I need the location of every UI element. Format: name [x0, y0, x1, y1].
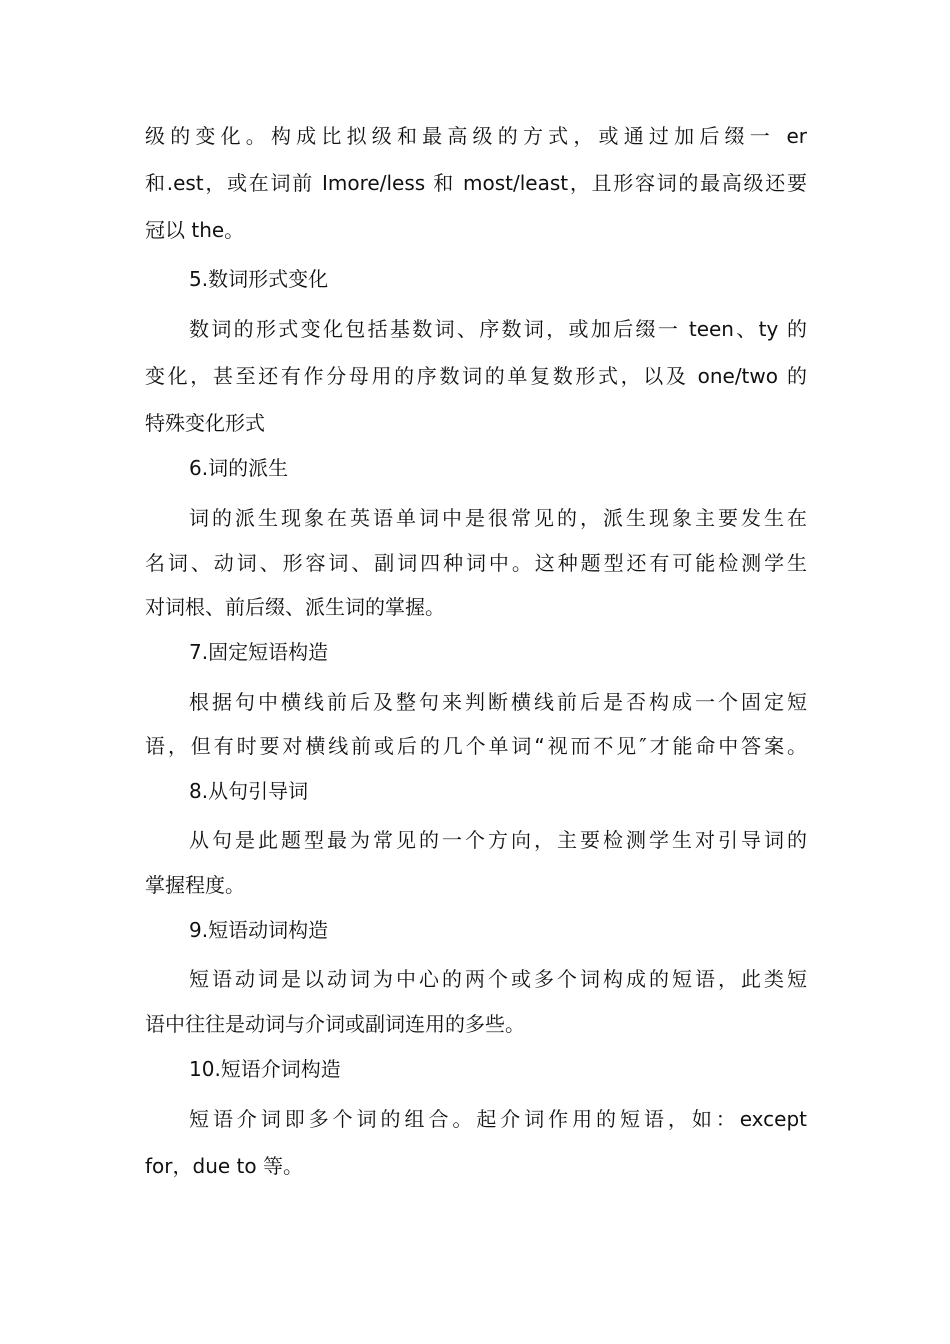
paragraph-line: 语中往往是动词与介词或副词连用的多些。 [145, 1012, 525, 1036]
paragraph-line: 级的变化。构成比拟级和最高级的方式，或通过加后缀一 er [145, 124, 807, 148]
section-heading: 10.短语介词构造 [189, 1057, 341, 1081]
paragraph-line: 语，但有时要对横线前或后的几个单词“视而不见″才能命中答案。 [145, 734, 807, 758]
paragraph-line: 和.est，或在词前 Imore/less 和 most/least，且形容词的最高级还要 [145, 171, 807, 195]
section-heading: 6.词的派生 [189, 456, 289, 480]
paragraph-line: 冠以 the。 [145, 218, 245, 242]
section-heading: 5.数词形式变化 [189, 267, 329, 291]
paragraph-line: 根据句中横线前后及整句来判断横线前后是否构成一个固定短 [189, 690, 807, 714]
paragraph-line: 变化，甚至还有作分母用的序数词的单复数形式，以及 one/two 的 [145, 364, 807, 388]
paragraph-line: 对词根、前后缀、派生词的掌握。 [145, 595, 445, 619]
section-heading: 7.固定短语构造 [189, 640, 329, 664]
paragraph-line: 特殊变化形式 [145, 411, 265, 435]
paragraph-line: 数词的形式变化包括基数词、序数词，或加后缀一 teen、ty 的 [189, 317, 807, 341]
section-heading: 8.从句引导词 [189, 779, 309, 803]
paragraph-line: 从句是此题型最为常见的一个方向，主要检测学生对引导词的 [189, 828, 807, 852]
section-heading: 9.短语动词构造 [189, 918, 329, 942]
paragraph-line: 名词、动词、形容词、副词四种词中。这种题型还有可能检测学生 [145, 551, 807, 575]
paragraph-line: 短语介词即多个词的组合。起介词作用的短语，如：except [189, 1107, 807, 1131]
paragraph-line: 短语动词是以动词为中心的两个或多个词构成的短语，此类短 [189, 967, 807, 991]
paragraph-line: 词的派生现象在英语单词中是很常见的，派生现象主要发生在 [189, 506, 807, 530]
paragraph-line: for，due to 等。 [145, 1154, 303, 1178]
paragraph-line: 掌握程度。 [145, 873, 245, 897]
